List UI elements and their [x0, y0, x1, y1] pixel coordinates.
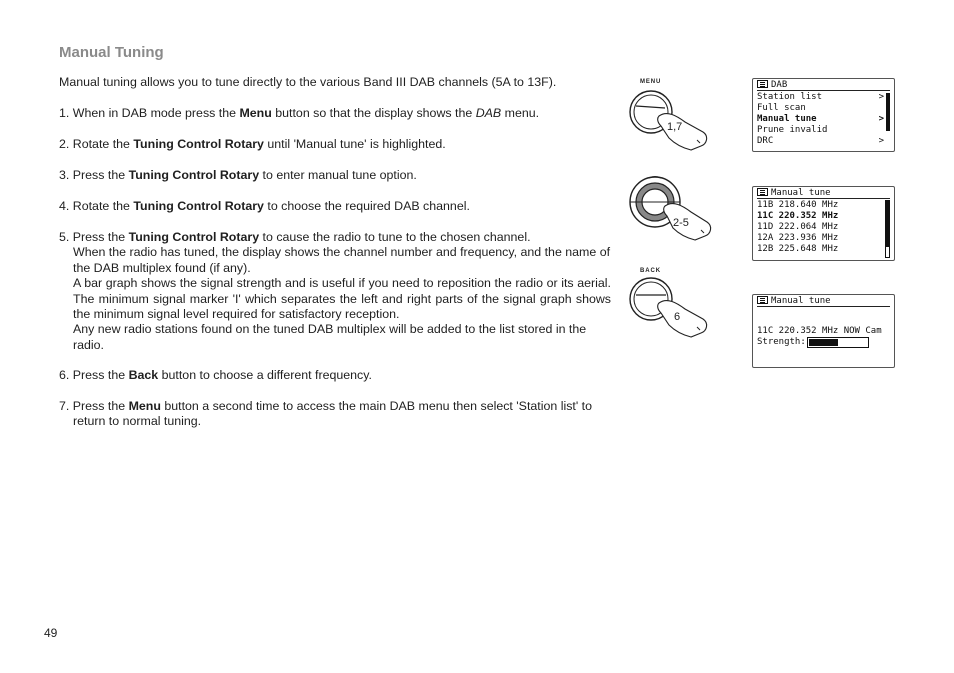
lcd-manual-tune-list: [752, 186, 895, 261]
step-3: 3. Press the Tuning Control Rotary to enter manual tune option.: [59, 168, 417, 182]
channel-item: 12B 225.648 MHz: [757, 244, 839, 254]
menu-button-label: MENU: [640, 79, 662, 85]
step-2: 2. Rotate the Tuning Control Rotary until 'Manual tune' is highlighted.: [59, 137, 446, 151]
rotary-control-illustration: [625, 170, 717, 248]
step-marker-2-5: 2-5: [673, 217, 689, 229]
menu-item-prune-invalid: Prune invalid: [757, 125, 828, 135]
list-icon: [757, 80, 768, 88]
scroll-bar: [886, 93, 890, 131]
step-5-note-2: A bar graph shows the signal strength and is useful if you need to reposition the radio or its aerial. The minimum signal marker 'I' which separates the left and right parts of the signal graph shows the minimum signal level required for satisfactory reception.: [73, 276, 611, 322]
step-5-note-3: Any new radio stations found on the tuned DAB multiplex will be added to the list stored in the radio.: [73, 322, 587, 352]
step-5-note-1: When the radio has tuned, the display shows the channel number and frequency, and the name of the DAB multiplex found (if any).: [73, 245, 611, 275]
step-marker-1-7: 1,7: [667, 121, 683, 133]
list-icon: [757, 296, 768, 304]
channel-item: 11D 222.064 MHz: [757, 222, 839, 232]
step-1: 1. When in DAB mode press the Menu button so that the display shows the DAB menu.: [59, 106, 540, 120]
step-6: 6. Press the Back button to choose a different frequency.: [59, 368, 372, 382]
menu-item-station-list: Station list >: [757, 92, 884, 102]
lcd-header: Manual tune: [757, 296, 890, 307]
signal-strength-fill: [809, 339, 838, 346]
step-5: 5. Press the Tuning Control Rotary to cause the radio to tune to the chosen channel. When the radio has tuned, the display shows the channel number and frequency, and the name of the DAB multiplex found (if any). A bar graph shows the signal strength and is useful if you need to reposition the radio or its aerial. The minimum signal marker 'I' which separates the left and right parts of the signal graph shows the minimum signal level required for satisfactory reception. Any new radio stations found on the tuned DAB multiplex will be added to the list stored in the radio.: [59, 230, 611, 352]
page-number: 49: [44, 626, 58, 640]
menu-item-manual-tune: Manual tune >: [757, 114, 884, 124]
page-title: Manual Tuning: [59, 44, 164, 61]
signal-strength-bar: [807, 337, 869, 348]
menu-item-drc: DRC >: [757, 136, 884, 146]
back-button-label: BACK: [640, 268, 661, 274]
channel-item-selected: 11C 220.352 MHz: [757, 211, 839, 221]
scroll-track: [885, 200, 890, 258]
scroll-thumb: [886, 201, 889, 247]
channel-item: 11B 218.640 MHz: [757, 200, 839, 210]
pointing-hand-icon: [658, 301, 707, 337]
list-icon: [757, 188, 768, 196]
channel-item: 12A 223.936 MHz: [757, 233, 839, 243]
tuned-channel-info: 11C 220.352 MHz NOW Cam: [757, 326, 882, 336]
lcd-manual-tune-tuned: [752, 294, 895, 368]
intro-paragraph: Manual tuning allows you to tune directly to the various Band III DAB channels (5A to 13F).: [59, 75, 557, 89]
lcd-header: DAB: [757, 80, 890, 91]
strength-label: Strength:: [757, 337, 806, 347]
step-7: 7. Press the Menu button a second time to access the main DAB menu then select 'Station list' to return to normal tuning.: [59, 399, 592, 429]
menu-item-full-scan: Full scan: [757, 103, 806, 113]
step-marker-6: 6: [674, 311, 681, 323]
menu-button-illustration: [625, 86, 715, 152]
back-button-illustration: [625, 275, 715, 343]
lcd-dab-menu: [752, 78, 895, 152]
lcd-header: Manual tune: [757, 188, 890, 199]
step-4: 4. Rotate the Tuning Control Rotary to choose the required DAB channel.: [59, 199, 470, 213]
